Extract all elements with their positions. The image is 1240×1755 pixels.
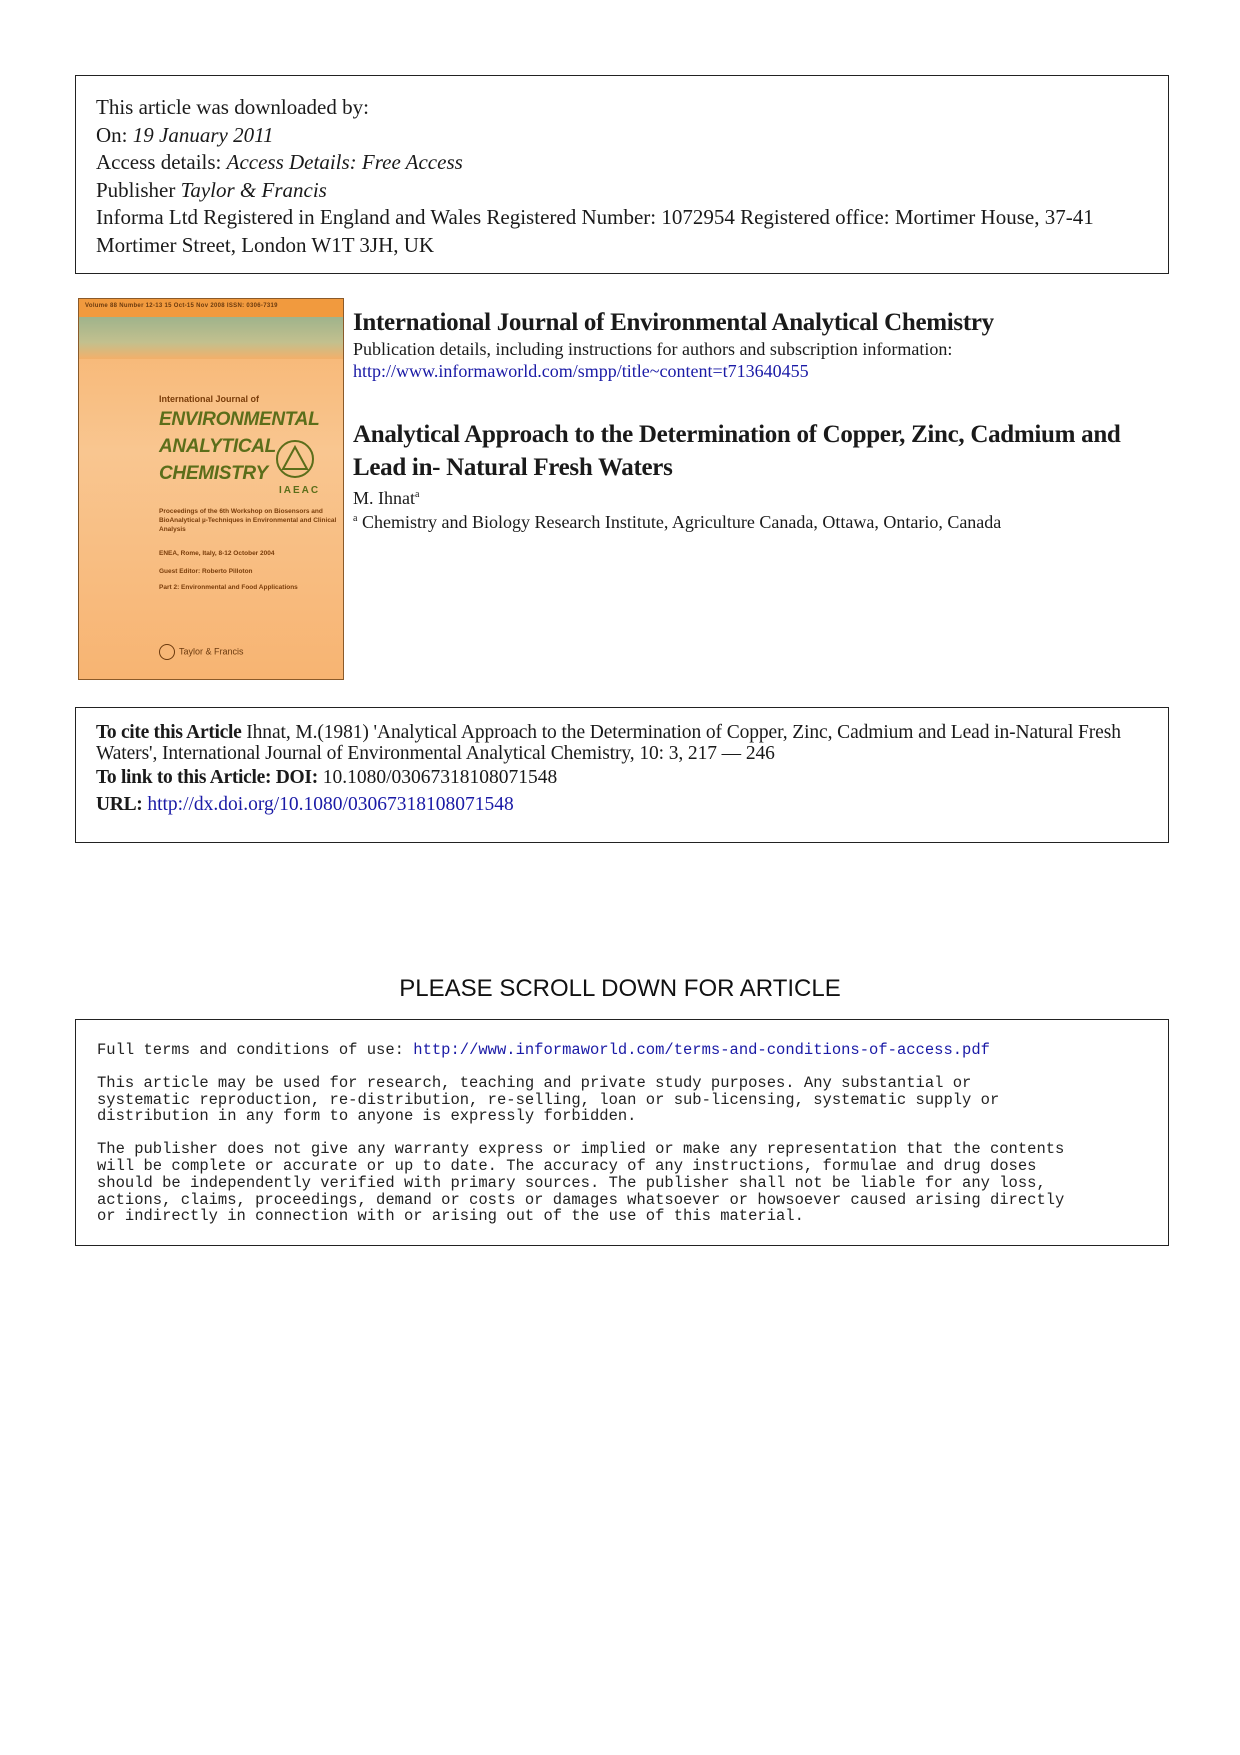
cite-label: To cite this Article (96, 722, 242, 743)
doi-label: To link to this Article: DOI: (96, 767, 318, 788)
access-label: Access details: (96, 150, 222, 174)
journal-cover-image[interactable] (78, 298, 344, 680)
terms-label: Full terms and conditions of use: (97, 1041, 414, 1059)
cover-title-line3: CHEMISTRY (159, 463, 268, 484)
url-label: URL: (96, 794, 143, 815)
download-date: 19 January 2011 (132, 122, 274, 147)
on-label: On: (96, 122, 128, 147)
publisher-line (96, 177, 1148, 205)
cover-header: International Journal of (159, 394, 260, 404)
terms-box (75, 1019, 1169, 1246)
cover-part: Part 2: Environmental and Food Applications (159, 584, 298, 591)
doi-value: 10.1080/03067318108071548 (322, 767, 558, 788)
cover-publisher-logo (159, 644, 244, 660)
cite-text: Ihnat, M.(1981) 'Analytical Approach to the Determination of Copper, Zinc, Cadmium and Lead in-Natural Fresh Waters', International Journal of Environmental Analytical Chemistry, 10: 3, 217 — 246 (96, 722, 1121, 764)
cite-article (96, 722, 1148, 764)
url-line (96, 791, 1148, 818)
cover-proceedings: Proceedings of the 6th Workshop on Biosensors and BioAnalytical µ-Techniques in Environmental and Clinical Analysis (159, 508, 337, 533)
doi-line (96, 764, 1148, 791)
access-value: Access Details: Free Access (226, 150, 463, 174)
cover-seal-icon (275, 439, 315, 479)
terms-paragraph-usage: This article may be used for research, teaching and private study purposes. Any substantial or systematic reproduction, re-distribution, re-selling, loan or sub-licensing, systematic supply or distribution in any form to anyone is expressly forbidden. (97, 1073, 1000, 1126)
cover-venue: ENEA, Rome, Italy, 8-12 October 2004 (159, 550, 275, 557)
journal-title: International Journal of Environmental Analytical Chemistry (353, 309, 994, 336)
publisher-logo-icon (159, 644, 175, 660)
author-name: M. Ihnat (353, 488, 415, 508)
download-date-line (96, 122, 1148, 150)
journal-url-link[interactable]: http://www.informaworld.com/smpp/title~content=t713640455 (353, 361, 809, 381)
cover-title-line1: ENVIRONMENTAL (159, 409, 320, 430)
download-info-box (75, 75, 1169, 274)
cover-issue-strip: Volume 88 Number 12-13 15 Oct-15 Nov 2008 ISSN: 0306-7319 (85, 303, 278, 309)
affiliation-marker: a (353, 513, 358, 524)
author (353, 484, 419, 509)
publisher-label: Publisher (96, 177, 176, 202)
citation-box (75, 707, 1169, 843)
doi-url-link[interactable]: http://dx.doi.org/10.1080/03067318108071548 (147, 794, 514, 815)
journal-info (353, 308, 1173, 382)
publisher-value: Taylor & Francis (180, 177, 327, 202)
terms-line (97, 1042, 1148, 1059)
article-title: Analytical Approach to the Determination of Copper, Zinc, Cadmium and Lead in- Natural Fresh Waters (353, 421, 1121, 481)
author-affiliation-marker: a (415, 489, 420, 500)
cover-publisher-name: Taylor & Francis (179, 646, 244, 657)
terms-url-link[interactable]: http://www.informaworld.com/terms-and-conditions-of-access.pdf (413, 1041, 990, 1059)
cover-title-line2: ANALYTICAL (159, 436, 276, 457)
scroll-down-notice: PLEASE SCROLL DOWN FOR ARTICLE (399, 975, 841, 1002)
downloaded-by: This article was downloaded by: (96, 95, 369, 119)
cover-green-band (79, 317, 343, 359)
affiliation-text: Chemistry and Biology Research Institute, Agriculture Canada, Ottawa, Ontario, Canada (357, 512, 1002, 532)
affiliation (353, 508, 1001, 533)
cover-guest-editor: Guest Editor: Roberto Pilloton (159, 568, 253, 575)
journal-description: Publication details, including instructions for authors and subscription information: (353, 339, 953, 359)
access-details-line (96, 149, 1148, 177)
cover-seal-text: IAEAC (279, 485, 321, 496)
registration-info: Informa Ltd Registered in England and Wales Registered Number: 1072954 Registered office: Mortimer House, 37-41 Mortimer Street, London W1T 3JH, UK (96, 205, 1094, 257)
terms-paragraph-disclaimer: The publisher does not give any warranty express or implied or make any representation that the contents will be complete or accurate or up to date. The accuracy of any instructions, formulae and drug doses should be independently verified with primary sources. The publisher shall not be liable for any loss, actions, claims, proceedings, demand or costs or damages whatsoever or howsoever caused arising directly or indirectly in connection with or arising out of the use of this material. (97, 1140, 1065, 1226)
cover-top-band (79, 299, 343, 317)
